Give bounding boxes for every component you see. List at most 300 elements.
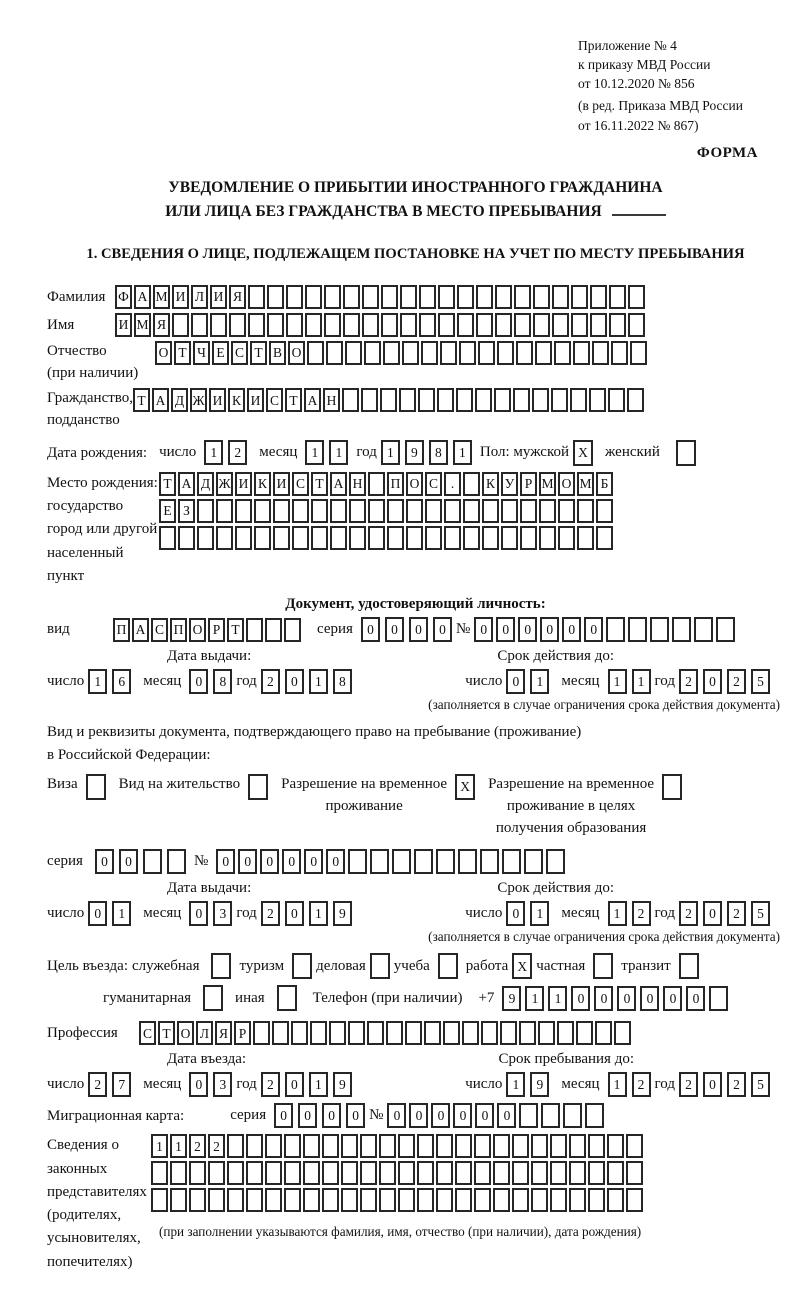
permit-number-input[interactable] <box>216 849 565 874</box>
form-cell[interactable] <box>550 1161 567 1185</box>
form-cell[interactable]: 0 <box>703 1072 722 1097</box>
form-cell[interactable]: 1 <box>530 669 549 694</box>
form-cell[interactable] <box>495 285 512 309</box>
form-cell[interactable]: Я <box>215 1021 232 1045</box>
form-cell[interactable] <box>512 1134 529 1158</box>
doc-valid-day-input[interactable] <box>506 669 549 694</box>
form-cell[interactable] <box>210 313 227 337</box>
form-cell[interactable] <box>398 1188 415 1212</box>
form-cell[interactable]: П <box>387 472 404 496</box>
form-cell[interactable] <box>531 1134 548 1158</box>
female-checkbox[interactable] <box>676 440 696 466</box>
form-cell[interactable] <box>501 526 518 550</box>
doc-issue-day-input[interactable] <box>88 669 131 694</box>
form-cell[interactable] <box>455 1188 472 1212</box>
form-cell[interactable]: 1 <box>305 440 324 465</box>
permit-series-input[interactable] <box>95 849 186 874</box>
form-cell[interactable]: 0 <box>326 849 345 874</box>
form-cell[interactable] <box>424 1021 441 1045</box>
form-cell[interactable]: П <box>113 618 130 642</box>
form-cell[interactable] <box>284 1188 301 1212</box>
form-cell[interactable] <box>419 313 436 337</box>
legal-reps-input-row1[interactable] <box>151 1134 643 1158</box>
form-cell[interactable] <box>349 526 366 550</box>
form-cell[interactable]: 9 <box>502 986 521 1011</box>
form-cell[interactable]: 0 <box>594 986 613 1011</box>
form-cell[interactable]: Е <box>212 341 229 365</box>
form-cell[interactable]: 0 <box>385 617 404 642</box>
form-cell[interactable] <box>284 618 301 642</box>
form-cell[interactable]: 1 <box>329 440 348 465</box>
form-cell[interactable] <box>497 341 514 365</box>
form-cell[interactable]: А <box>304 388 321 412</box>
form-cell[interactable] <box>478 341 495 365</box>
form-cell[interactable]: Н <box>323 388 340 412</box>
form-cell[interactable] <box>607 1134 624 1158</box>
form-cell[interactable]: 0 <box>584 617 603 642</box>
form-cell[interactable] <box>520 499 537 523</box>
form-cell[interactable] <box>569 1188 586 1212</box>
business-checkbox[interactable] <box>370 953 390 979</box>
form-cell[interactable] <box>569 1134 586 1158</box>
form-cell[interactable]: 0 <box>260 849 279 874</box>
form-cell[interactable] <box>596 526 613 550</box>
form-cell[interactable] <box>370 849 389 874</box>
form-cell[interactable] <box>203 985 223 1011</box>
doc-issue-year-input[interactable] <box>261 669 352 694</box>
form-cell[interactable] <box>284 1161 301 1185</box>
form-cell[interactable] <box>265 1188 282 1212</box>
form-cell[interactable] <box>360 1134 377 1158</box>
form-cell[interactable]: М <box>153 285 170 309</box>
form-cell[interactable] <box>519 1103 538 1128</box>
form-cell[interactable] <box>459 341 476 365</box>
form-cell[interactable] <box>284 1134 301 1158</box>
form-cell[interactable] <box>535 341 552 365</box>
form-cell[interactable] <box>606 617 625 642</box>
form-cell[interactable] <box>360 1188 377 1212</box>
form-cell[interactable] <box>481 1021 498 1045</box>
form-cell[interactable] <box>248 285 265 309</box>
form-cell[interactable]: 0 <box>562 617 581 642</box>
form-cell[interactable] <box>402 341 419 365</box>
form-cell[interactable]: 1 <box>453 440 472 465</box>
form-cell[interactable] <box>694 617 713 642</box>
form-cell[interactable] <box>272 1021 289 1045</box>
form-cell[interactable] <box>398 1134 415 1158</box>
form-cell[interactable] <box>253 1021 270 1045</box>
form-cell[interactable] <box>322 1188 339 1212</box>
form-cell[interactable] <box>151 1188 168 1212</box>
form-cell[interactable] <box>595 1021 612 1045</box>
form-cell[interactable] <box>324 313 341 337</box>
form-cell[interactable] <box>362 285 379 309</box>
form-cell[interactable] <box>596 499 613 523</box>
form-cell[interactable]: 3 <box>213 1072 232 1097</box>
form-cell[interactable] <box>227 1188 244 1212</box>
permit-issue-month-input[interactable] <box>189 901 232 926</box>
form-cell[interactable] <box>476 285 493 309</box>
form-cell[interactable] <box>662 774 682 800</box>
form-cell[interactable]: 0 <box>285 669 304 694</box>
form-cell[interactable]: С <box>266 388 283 412</box>
form-cell[interactable] <box>425 499 442 523</box>
form-cell[interactable]: 2 <box>261 901 280 926</box>
form-cell[interactable] <box>512 1161 529 1185</box>
form-cell[interactable]: А <box>330 472 347 496</box>
form-cell[interactable]: 8 <box>213 669 232 694</box>
form-cell[interactable] <box>444 526 461 550</box>
form-cell[interactable]: З <box>178 499 195 523</box>
form-cell[interactable] <box>577 499 594 523</box>
form-cell[interactable] <box>235 526 252 550</box>
form-cell[interactable]: У <box>501 472 518 496</box>
form-cell[interactable] <box>151 1161 168 1185</box>
form-cell[interactable] <box>493 1134 510 1158</box>
form-cell[interactable] <box>607 1188 624 1212</box>
form-cell[interactable]: X <box>512 953 532 979</box>
form-cell[interactable] <box>248 774 268 800</box>
form-cell[interactable] <box>514 285 531 309</box>
form-cell[interactable] <box>392 849 411 874</box>
migration-series-input[interactable] <box>274 1103 365 1128</box>
form-cell[interactable]: И <box>210 285 227 309</box>
form-cell[interactable] <box>626 1134 643 1158</box>
form-cell[interactable] <box>227 1161 244 1185</box>
form-cell[interactable] <box>178 526 195 550</box>
form-cell[interactable]: 1 <box>204 440 223 465</box>
form-cell[interactable] <box>546 849 565 874</box>
form-cell[interactable] <box>348 1021 365 1045</box>
form-cell[interactable]: 0 <box>387 1103 406 1128</box>
form-cell[interactable]: 0 <box>409 1103 428 1128</box>
form-cell[interactable]: Т <box>285 388 302 412</box>
form-cell[interactable]: Ж <box>190 388 207 412</box>
form-cell[interactable] <box>246 618 263 642</box>
form-cell[interactable] <box>436 1134 453 1158</box>
form-cell[interactable] <box>406 526 423 550</box>
form-cell[interactable]: 2 <box>727 901 746 926</box>
form-cell[interactable] <box>672 617 691 642</box>
form-cell[interactable] <box>216 499 233 523</box>
form-cell[interactable] <box>265 1161 282 1185</box>
form-cell[interactable]: С <box>231 341 248 365</box>
form-cell[interactable] <box>311 526 328 550</box>
form-cell[interactable]: А <box>132 618 149 642</box>
form-cell[interactable] <box>386 1021 403 1045</box>
stay-month-input[interactable] <box>608 1072 651 1097</box>
form-cell[interactable]: 0 <box>433 617 452 642</box>
form-cell[interactable]: Т <box>159 472 176 496</box>
form-cell[interactable] <box>191 313 208 337</box>
form-cell[interactable] <box>235 499 252 523</box>
form-cell[interactable] <box>550 1134 567 1158</box>
form-cell[interactable]: 0 <box>506 669 525 694</box>
form-cell[interactable] <box>626 1161 643 1185</box>
form-cell[interactable]: Б <box>596 472 613 496</box>
form-cell[interactable]: 0 <box>304 849 323 874</box>
form-cell[interactable] <box>514 313 531 337</box>
form-cell[interactable] <box>608 388 625 412</box>
form-cell[interactable] <box>455 1134 472 1158</box>
form-cell[interactable] <box>197 499 214 523</box>
form-cell[interactable] <box>265 618 282 642</box>
form-cell[interactable] <box>267 313 284 337</box>
form-cell[interactable]: 0 <box>518 617 537 642</box>
work-checkbox[interactable] <box>512 953 532 979</box>
birth-day-input[interactable] <box>204 440 247 465</box>
form-cell[interactable] <box>444 499 461 523</box>
form-cell[interactable]: 1 <box>309 1072 328 1097</box>
form-cell[interactable]: 9 <box>333 1072 352 1097</box>
form-cell[interactable] <box>474 1161 491 1185</box>
form-cell[interactable] <box>590 313 607 337</box>
form-cell[interactable]: П <box>170 618 187 642</box>
form-cell[interactable]: 1 <box>381 440 400 465</box>
form-cell[interactable]: Д <box>171 388 188 412</box>
form-cell[interactable] <box>330 499 347 523</box>
form-cell[interactable] <box>425 526 442 550</box>
form-cell[interactable]: 0 <box>119 849 138 874</box>
form-cell[interactable] <box>569 1161 586 1185</box>
form-cell[interactable]: Р <box>520 472 537 496</box>
form-cell[interactable]: 1 <box>88 669 107 694</box>
form-cell[interactable] <box>443 1021 460 1045</box>
doc-valid-year-input[interactable] <box>679 669 770 694</box>
form-cell[interactable]: 2 <box>679 901 698 926</box>
form-cell[interactable] <box>362 313 379 337</box>
form-cell[interactable] <box>552 285 569 309</box>
form-cell[interactable] <box>349 499 366 523</box>
form-cell[interactable]: 1 <box>309 669 328 694</box>
form-cell[interactable] <box>588 1188 605 1212</box>
form-cell[interactable]: 8 <box>333 669 352 694</box>
form-cell[interactable] <box>348 849 367 874</box>
form-cell[interactable]: О <box>177 1021 194 1045</box>
form-cell[interactable]: 1 <box>525 986 544 1011</box>
other-checkbox[interactable] <box>277 985 297 1011</box>
form-cell[interactable]: 2 <box>632 901 651 926</box>
form-cell[interactable]: И <box>235 472 252 496</box>
form-cell[interactable] <box>172 313 189 337</box>
form-cell[interactable] <box>343 285 360 309</box>
form-cell[interactable] <box>539 499 556 523</box>
form-cell[interactable] <box>589 388 606 412</box>
form-cell[interactable]: 0 <box>703 901 722 926</box>
given-name-input[interactable] <box>115 313 645 337</box>
profession-input[interactable] <box>139 1021 631 1045</box>
form-cell[interactable] <box>558 526 575 550</box>
form-cell[interactable] <box>716 617 735 642</box>
form-cell[interactable]: 0 <box>322 1103 341 1128</box>
form-cell[interactable] <box>709 986 728 1011</box>
form-cell[interactable]: 9 <box>333 901 352 926</box>
form-cell[interactable]: Ж <box>216 472 233 496</box>
form-cell[interactable] <box>417 1188 434 1212</box>
form-cell[interactable]: 8 <box>429 440 448 465</box>
form-cell[interactable] <box>267 285 284 309</box>
form-cell[interactable]: М <box>577 472 594 496</box>
form-cell[interactable] <box>211 953 231 979</box>
form-cell[interactable] <box>368 526 385 550</box>
form-cell[interactable] <box>519 1021 536 1045</box>
form-cell[interactable]: 0 <box>189 901 208 926</box>
entry-month-input[interactable] <box>189 1072 232 1097</box>
form-cell[interactable] <box>438 285 455 309</box>
form-cell[interactable] <box>650 617 669 642</box>
form-cell[interactable]: С <box>292 472 309 496</box>
form-cell[interactable] <box>500 1021 517 1045</box>
form-cell[interactable]: С <box>425 472 442 496</box>
form-cell[interactable]: Д <box>197 472 214 496</box>
form-cell[interactable] <box>170 1188 187 1212</box>
form-cell[interactable] <box>502 849 521 874</box>
birth-month-input[interactable] <box>305 440 348 465</box>
form-cell[interactable] <box>438 953 458 979</box>
form-cell[interactable] <box>576 1021 593 1045</box>
form-cell[interactable]: 6 <box>112 669 131 694</box>
official-checkbox[interactable] <box>211 953 231 979</box>
form-cell[interactable]: О <box>558 472 575 496</box>
form-cell[interactable]: Л <box>196 1021 213 1045</box>
form-cell[interactable] <box>577 526 594 550</box>
male-checkbox[interactable] <box>573 440 593 466</box>
form-cell[interactable] <box>330 526 347 550</box>
form-cell[interactable] <box>480 849 499 874</box>
form-cell[interactable] <box>229 313 246 337</box>
form-cell[interactable] <box>307 341 324 365</box>
form-cell[interactable]: 0 <box>361 617 380 642</box>
form-cell[interactable]: 0 <box>431 1103 450 1128</box>
form-cell[interactable] <box>463 472 480 496</box>
birthplace-input-row3[interactable] <box>159 526 613 550</box>
form-cell[interactable] <box>379 1134 396 1158</box>
doc-number-input[interactable] <box>474 617 735 642</box>
form-cell[interactable]: 5 <box>751 1072 770 1097</box>
form-cell[interactable] <box>414 849 433 874</box>
form-cell[interactable]: 0 <box>189 669 208 694</box>
form-cell[interactable]: X <box>573 440 593 466</box>
form-cell[interactable] <box>607 1161 624 1185</box>
form-cell[interactable] <box>167 849 186 874</box>
form-cell[interactable] <box>458 849 477 874</box>
form-cell[interactable]: X <box>455 774 475 800</box>
form-cell[interactable]: И <box>209 388 226 412</box>
form-cell[interactable] <box>538 1021 555 1045</box>
form-cell[interactable] <box>463 499 480 523</box>
form-cell[interactable] <box>463 526 480 550</box>
form-cell[interactable]: И <box>247 388 264 412</box>
form-cell[interactable] <box>541 1103 560 1128</box>
form-cell[interactable] <box>370 953 390 979</box>
form-cell[interactable] <box>305 285 322 309</box>
form-cell[interactable] <box>590 285 607 309</box>
form-cell[interactable] <box>381 313 398 337</box>
form-cell[interactable]: 9 <box>405 440 424 465</box>
citizenship-input[interactable] <box>133 388 644 412</box>
form-cell[interactable] <box>227 1134 244 1158</box>
form-cell[interactable] <box>383 341 400 365</box>
stay-day-input[interactable] <box>506 1072 549 1097</box>
form-cell[interactable] <box>248 313 265 337</box>
form-cell[interactable] <box>380 388 397 412</box>
form-cell[interactable] <box>585 1103 604 1128</box>
form-cell[interactable] <box>531 1188 548 1212</box>
form-cell[interactable]: 3 <box>213 901 232 926</box>
form-cell[interactable] <box>399 388 416 412</box>
form-cell[interactable] <box>457 285 474 309</box>
form-cell[interactable] <box>273 526 290 550</box>
doc-valid-month-input[interactable] <box>608 669 651 694</box>
form-cell[interactable] <box>364 341 381 365</box>
form-cell[interactable] <box>246 1188 263 1212</box>
form-cell[interactable] <box>419 285 436 309</box>
form-cell[interactable] <box>326 341 343 365</box>
legal-reps-input-row3[interactable] <box>151 1188 643 1212</box>
form-cell[interactable] <box>398 1161 415 1185</box>
form-cell[interactable]: А <box>152 388 169 412</box>
form-cell[interactable] <box>406 499 423 523</box>
form-cell[interactable] <box>554 341 571 365</box>
form-cell[interactable] <box>494 388 511 412</box>
form-cell[interactable]: А <box>134 285 151 309</box>
form-cell[interactable]: 1 <box>608 1072 627 1097</box>
form-cell[interactable]: 0 <box>497 1103 516 1128</box>
migration-number-input[interactable] <box>387 1103 604 1128</box>
form-cell[interactable] <box>524 849 543 874</box>
form-cell[interactable] <box>456 388 473 412</box>
form-cell[interactable]: 1 <box>548 986 567 1011</box>
surname-input[interactable] <box>115 285 645 309</box>
form-cell[interactable]: 1 <box>608 669 627 694</box>
form-cell[interactable]: 0 <box>285 1072 304 1097</box>
permit-valid-month-input[interactable] <box>608 901 651 926</box>
form-cell[interactable] <box>474 1188 491 1212</box>
form-cell[interactable] <box>400 285 417 309</box>
form-cell[interactable]: Ч <box>193 341 210 365</box>
form-cell[interactable] <box>400 313 417 337</box>
form-cell[interactable] <box>292 526 309 550</box>
form-cell[interactable] <box>630 341 647 365</box>
form-cell[interactable] <box>417 1161 434 1185</box>
doc-issue-month-input[interactable] <box>189 669 232 694</box>
form-cell[interactable] <box>462 1021 479 1045</box>
form-cell[interactable]: О <box>155 341 172 365</box>
form-cell[interactable] <box>303 1134 320 1158</box>
form-cell[interactable]: Т <box>227 618 244 642</box>
birth-year-input[interactable] <box>381 440 472 465</box>
form-cell[interactable] <box>614 1021 631 1045</box>
form-cell[interactable] <box>520 526 537 550</box>
form-cell[interactable]: 5 <box>751 669 770 694</box>
form-cell[interactable] <box>246 1161 263 1185</box>
form-cell[interactable]: 0 <box>95 849 114 874</box>
form-cell[interactable]: Р <box>234 1021 251 1045</box>
form-cell[interactable]: 0 <box>189 1072 208 1097</box>
patronymic-input[interactable] <box>155 341 647 365</box>
form-cell[interactable] <box>322 1134 339 1158</box>
form-cell[interactable]: К <box>228 388 245 412</box>
form-cell[interactable] <box>626 1188 643 1212</box>
form-cell[interactable] <box>482 526 499 550</box>
permit-issue-year-input[interactable] <box>261 901 352 926</box>
form-cell[interactable] <box>341 1188 358 1212</box>
form-cell[interactable]: И <box>273 472 290 496</box>
form-cell[interactable] <box>143 849 162 874</box>
form-cell[interactable]: С <box>151 618 168 642</box>
form-cell[interactable]: 0 <box>617 986 636 1011</box>
form-cell[interactable]: 2 <box>261 669 280 694</box>
